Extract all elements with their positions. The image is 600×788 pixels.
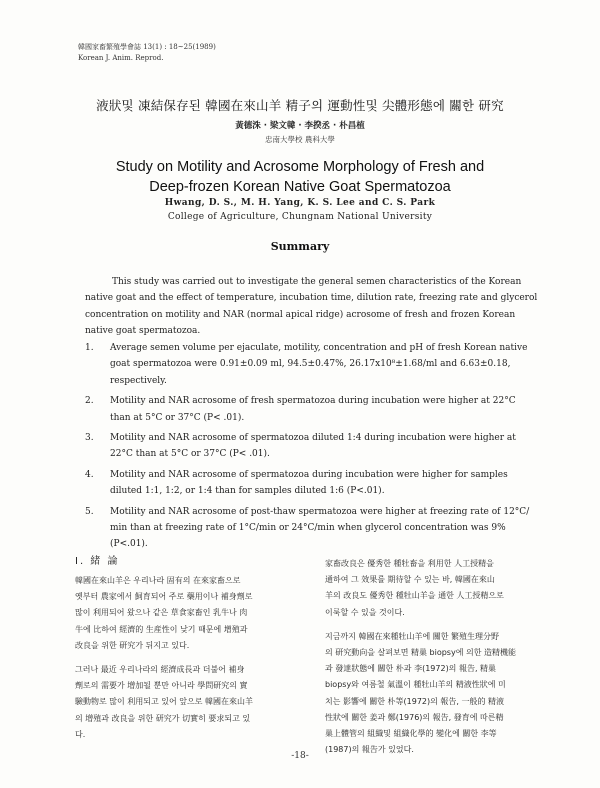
english-title [0,157,600,197]
intro-text-line: 다. [75,729,86,739]
english-title-line: Study on Motility and Acrosome Morphology of Fresh and [115,159,485,175]
summary-intro-line: native goat spermatozoa. [85,326,201,337]
summary-intro [85,274,540,340]
finding-number: 2. [85,396,94,407]
intro-text-line: 改良을 위한 研究가 뒤지고 있다. [75,640,190,650]
finding-line: Motility and NAR acrosome of spermatozoa diluted 1:4 during incubation were higher at [110,433,516,444]
intro-text-line: 巢上體管의 組織및 組織化學的 變化에 關한 李等 [325,729,497,739]
intro-right-column [325,556,555,758]
journal-citation [78,42,216,64]
finding-item [85,504,545,553]
finding-line: Motility and NAR acrosome of fresh spermatozoa during incubation were higher at 22°C [110,396,516,407]
intro-text-line: (1987)의 報告가 있었다. [325,745,414,755]
finding-line: (P<.01). [110,539,148,550]
summary-heading: Summary [270,240,330,253]
intro-text-line: 劑로의 需要가 增加될 뿐만 아니라 學問研究의 實 [75,681,248,691]
intro-text-line: 通하여 그 效果를 期待할 수 있는 바, 韓國在來山 [325,575,495,585]
korean-title: 液狀및 凍結保存된 韓國在來山羊 精子의 運動性및 尖體形態에 關한 研究 [96,98,504,113]
summary-intro-line: This study was carried out to investigate the general semen characteristics of the Korean [112,277,522,287]
intro-text-line: 牛에 比하여 經濟的 生産性이 낮기 때문에 增殖과 [75,624,248,634]
finding-line: Average semen volume per ejaculate, motility, concentration and pH of fresh Korean native [110,343,528,353]
finding-line: respectively. [110,375,167,386]
english-authors: Hwang, D. S., M. H. Yang, K. S. Lee and C. S. Park [164,198,436,208]
intro-text-line: 羊의 改良도 優秀한 種牡山羊을 通한 人工授精으로 [325,591,504,601]
intro-text-line: 의 研究動向을 살펴보면 精巢 biopsy에 의한 造精機能 [325,648,516,658]
finding-number: 1. [85,343,94,353]
section-heading-introduction: Ⅰ. 緒 論 [75,556,120,567]
summary-findings-list [85,340,545,557]
finding-number: 5. [85,506,94,517]
intro-text-line: 지금까지 韓國在來種牡山羊에 關한 繁殖生理分野 [325,631,499,641]
intro-text-line: 家畜改良은 優秀한 種牡畜을 利用한 人工授精을 [325,559,494,568]
finding-number: 3. [85,433,94,444]
intro-text-line: 韓國在來山羊은 우리나라 固有의 在來家畜으로 [75,576,241,585]
intro-text-line: 많이 利用되어 왔으나 같은 草食家畜인 乳牛나 肉 [75,608,248,618]
summary-intro-line: native goat and the effect of temperature, incubation time, dilution rate, freezing rate and glycerol [85,293,538,304]
intro-text-line: 옛부터 農家에서 飼育되어 주로 藥用이나 補身劑로 [75,592,253,602]
finding-line: than at 5°C or 37°C (P< .01). [110,412,245,423]
finding-item [85,393,545,426]
korean-authors: 黃德洙 · 梁文韓 · 李揆丞 · 朴昌植 [235,121,365,131]
finding-line: goat spermatozoa were 0.91±0.09 ml, 94.5±0.47%, 26.17x10⁸±1.68/ml and 6.63±0.18, [110,359,511,370]
english-title-line: Deep-frozen Korean Native Goat Spermatozoa [149,179,451,195]
finding-line: diluted 1:1, 1:2, or 1:4 than for samples diluted 1:6 (P<.01). [110,486,385,497]
finding-item [85,467,545,500]
intro-text-line: 驗動物로 많이 利用되고 있어 앞으로 韓國在來山羊 [75,697,253,707]
intro-text-line: 과 發達狀態에 關한 朴과 李(1972)의 報告, 精巢 [325,664,497,674]
intro-text-line: 이룩할 수 있을 것이다. [325,607,405,617]
intro-left-column [75,573,305,743]
intro-text-line: 그러나 最近 우리나라의 經濟成長과 더불어 補身 [75,665,245,675]
finding-item [85,340,545,389]
finding-item [85,430,545,463]
finding-line: min than at freezing rate of 1°C/min or 24°C/min when glycerol concentration was 9% [110,523,506,534]
finding-number: 4. [85,469,94,480]
intro-text-line: 性狀에 關한 姜과 鄭(1976)의 報告, 發育에 따른精 [325,712,504,722]
intro-text-line: biopsy와 여름철 氣溫이 種牡山羊의 精液性狀에 미 [325,680,506,690]
finding-line: 22°C than at 5°C or 37°C (P< .01). [110,449,270,460]
summary-intro-line: concentration on motility and NAR (normal apical ridge) acrosome of fresh and frozen Korean [85,309,516,320]
english-affiliation: College of Agriculture, Chungnam National University [167,212,433,222]
intro-text-line: 의 增殖과 改良을 위한 研究가 切實히 要求되고 있 [75,713,251,723]
journal-citation-korean: 韓國家畜繁殖學會誌 13(1) : 18~25(1989) [78,43,216,51]
journal-citation-english: Korean J. Anim. Reprod. [78,54,164,62]
finding-line: Motility and NAR acrosome of post-thaw spermatozoa were higher at freezing rate of 12°C/ [110,506,530,517]
finding-line: Motility and NAR acrosome of spermatozoa during incubation were higher for samples [110,469,508,480]
intro-text-line: 치는 影響에 關한 朴等(1972)의 報告, 一般的 精液 [325,696,505,706]
page-number: -18- [291,751,309,761]
korean-affiliation: 忠南大學校 農科大學 [265,135,335,144]
